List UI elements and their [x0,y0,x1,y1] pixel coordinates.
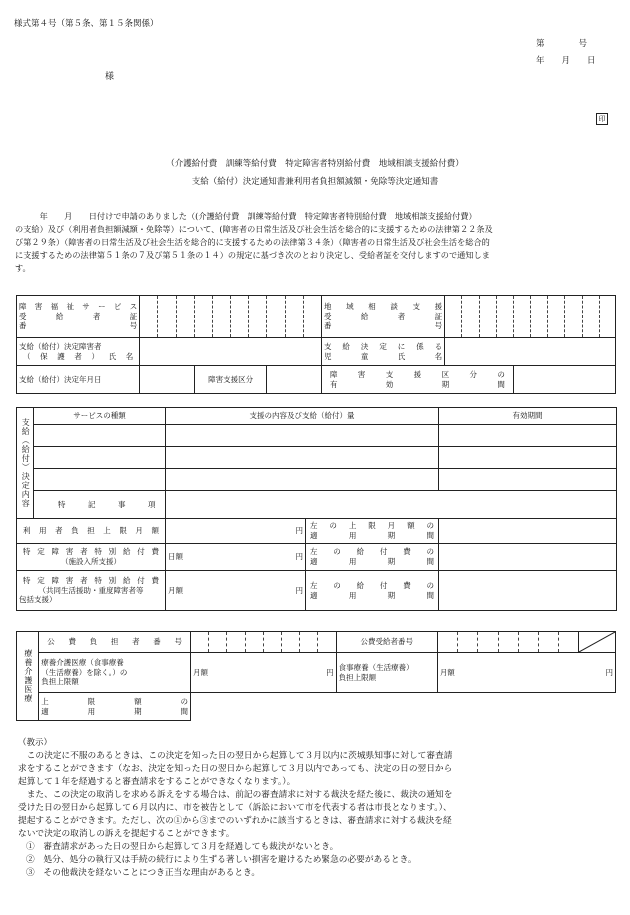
public-recipient-number-label: 公費受給者番号 [336,632,437,653]
label-line: 食事療養（生活療養） [338,662,414,672]
certificate-digit-cell[interactable] [548,296,565,338]
copay-limit-label: 利用者負担上限月額 [17,519,166,544]
decision-content-table [16,407,617,611]
service-type-header: サービスの種類 [34,408,166,425]
notice-section [18,737,618,880]
monthly-label: 月額 [193,667,209,677]
certificate-digit-cell[interactable] [479,296,496,338]
certificate-digit-cell[interactable] [531,296,548,338]
validity-period-cell[interactable] [439,447,617,469]
support-content-cell[interactable] [166,447,439,469]
child-name-label [321,338,444,366]
copay-limit-period-label [306,519,439,544]
notice-line: 提起することができます。ただし、次の①から③までのいずれかに該当するときは、審査請求に対する裁決を経 [18,816,452,826]
recipient-digit-cell[interactable] [498,632,518,653]
certificate-digit-cell[interactable] [176,296,194,338]
benefit-facility-field[interactable] [166,544,306,571]
label-line: 地 域 相 談 支 援 [323,301,443,311]
decision-person-name-label [17,338,140,366]
benefit-group-living-period-label [306,571,439,611]
benefit-group-living-field[interactable] [166,571,306,611]
yen-label: 円 [326,667,334,677]
form-number: 様式第４号（第５条、第１５条関係） [14,19,159,29]
label-line: 障害支援区分の [329,369,505,379]
limit-validity-label [39,693,191,721]
notice-line: また、この決定の取消しを求める訴えをする場合は、前記の審査請求に対する裁決を経た後に、裁決の通知を [18,790,453,800]
decision-date-label: 支給（給付）決定年月日 [17,366,140,394]
recipient-digit-cell[interactable] [538,632,558,653]
benefit-group-living-label [17,571,166,611]
certificate-digit-cell[interactable] [599,296,615,338]
label-line: 適 用 期 間 [310,590,434,600]
medical-care-limit-field[interactable] [191,653,337,693]
notice-item: ② 処分、処分の執行又は手続の続行により生ずる著しい損害を避けるため緊急の必要があるとき。 [26,855,417,865]
payer-digit-cell[interactable] [191,632,209,653]
child-name-field[interactable] [445,338,616,366]
label-line: 負担上限額 [41,677,79,687]
certificate-digit-cell[interactable] [303,296,321,338]
label-line: 児 童 氏 名 [323,351,443,361]
benefit-facility-period-field[interactable] [439,544,617,571]
label-line: 支給決定に係る [323,341,443,351]
certificate-digit-cell[interactable] [496,296,513,338]
recipient-digit-cell[interactable] [458,632,478,653]
certificate-digit-cell[interactable] [462,296,479,338]
label-line: 特定障害者特別給付費 [23,547,159,557]
payer-digit-cell[interactable] [227,632,245,653]
label-line: （生活療養）を除く。）の [41,667,128,677]
support-content-header: 支援の内容及び支給（給付）量 [166,408,439,425]
support-category-field[interactable] [267,366,322,394]
certificate-digit-cell[interactable] [565,296,582,338]
meal-care-limit-label [336,653,437,693]
special-notes-field[interactable] [166,491,617,519]
validity-period-cell[interactable] [439,469,617,491]
decision-date-field[interactable] [140,366,195,394]
certificate-digit-cell[interactable] [249,296,267,338]
intro-line: の支給）及び（利用者負担額減額・免除等）について、(障害者の日常生活及び社会生活を総合的に支援するための法律第２２条及 [15,224,493,234]
public-payer-number-label: 公費負担者番号 [39,632,191,653]
medical-care-limit-label [39,653,191,693]
title-line-2: 支給（給付）決定通知書兼利用者負担額減額・免除等決定通知書 [191,177,439,187]
notice-line: ないで決定の取消しの訴えを提起することができます。 [18,829,235,839]
notice-item: ① 審査請求があった日の翌日から起算して３月を経過しても裁決がないとき。 [26,842,339,852]
benefit-facility-label [17,544,166,571]
certificate-digit-cell[interactable] [158,296,176,338]
payer-digit-cell[interactable] [282,632,300,653]
label-line: 番 号 [19,321,138,331]
label-line: 左の上限月額の [310,521,434,531]
recipient-check-cell[interactable] [579,632,616,653]
certificate-digit-cell[interactable] [212,296,230,338]
label-line: （施設入所支援） [61,557,121,566]
payer-digit-cell[interactable] [245,632,263,653]
category-validity-field[interactable] [513,366,615,394]
recipient-digit-cell[interactable] [478,632,498,653]
label-line: 左の給付費の [310,547,434,557]
medical-care-table [16,631,616,721]
service-type-cell[interactable] [34,447,166,469]
limit-validity-field[interactable] [191,693,616,721]
recipient-digit-cell[interactable] [437,632,457,653]
yen-label: 円 [295,585,303,595]
daily-label: 日額 [168,552,183,562]
label-line: 受 給 者 証 [19,311,138,321]
label-line: 適 用 期 間 [310,557,434,566]
notice-item: ③ その他裁決を経ないことにつき正当な理由があるとき。 [26,868,261,878]
decision-content-side-label: 支給（給付）決定内容 [17,408,34,519]
label-line: 負担上限額 [338,672,377,682]
label-line: 左の給付費の [310,580,434,590]
intro-line: に支援するための法律第５１条の７及び第５１条の１４）の規定に基づき次のとおり決定し、受給者証を交付しますので通知しま [15,250,490,260]
certificate-digit-cell[interactable] [231,296,249,338]
validity-period-cell[interactable] [439,425,617,447]
monthly-label: 月額 [439,667,455,677]
intro-line: び第２９条）（障害者の日常生活及び社会生活を総合的に支援するための法律第３４条）（障害者の日常生活及び社会生活を総合的 [15,237,490,247]
notice-line: この決定に不服のあるときは、この決定を知った日の翌日から起算して３月以内に茨城県知事に対して審査請 [18,751,453,761]
certificate-digit-cell[interactable] [285,296,303,338]
label-line: 療養介護医療（食事療養 [41,657,124,667]
label-line: 包括支援） [19,595,57,605]
label-line: 適 用 期 間 [41,706,189,716]
label-line: 支給（給付）決定障害者 [19,341,102,351]
intro-line: す。 [15,263,31,273]
yen-label: 円 [295,552,303,562]
payer-digit-cell[interactable] [263,632,281,653]
support-content-cell[interactable] [166,469,439,491]
certificate-digit-cell[interactable] [194,296,212,338]
category-validity-label [321,366,513,394]
notice-heading: （教示） [18,738,53,748]
copay-limit-period-field[interactable] [439,519,617,544]
label-line: 番 号 [323,321,443,331]
meal-care-limit-field[interactable] [437,653,615,693]
document-number-label: 第 号 [536,39,588,49]
benefit-facility-period-label [306,544,439,571]
addressee-suffix: 様 [105,72,115,82]
notice-line: 求をすることができます（なお、決定を知った日の翌日から起算して３月以内であっても、決定の日の翌日から [18,764,453,774]
decision-person-name-field[interactable] [140,338,322,366]
seal-mark: 印 [596,113,608,125]
label-line: 上 限 額 の [41,696,189,706]
document-date-label: 年 月 日 [536,56,596,66]
label-line: 有 効 期 間 [329,379,505,389]
intro-paragraph [15,210,615,275]
benefit-group-living-period-field[interactable] [439,571,617,611]
service-type-cell[interactable] [34,469,166,491]
recipient-digit-cell[interactable] [518,632,538,653]
payer-digit-cell[interactable] [318,632,336,653]
monthly-label: 月額 [168,585,183,595]
payer-digit-cell[interactable] [300,632,318,653]
notice-line: 受けた日の翌日から起算して６月以内に、市を被告として（訴訟において市を代表する者は市長となります。）、 [18,803,452,813]
special-notes-label: 特 記 事 項 [34,491,166,519]
support-content-cell[interactable] [166,425,439,447]
recipient-digit-cell[interactable] [559,632,579,653]
validity-period-header: 有効期間 [439,408,617,425]
diagonal-slash-icon [579,632,615,652]
label-line: （保護者）氏名 [23,351,134,361]
label-line: 適 用 期 間 [310,531,434,540]
support-category-label: 障害支援区分 [194,366,267,394]
label-line: 特定障害者特別給付費 [23,575,159,585]
certificate-digit-cell[interactable] [267,296,285,338]
certificate-digit-cell[interactable] [445,296,462,338]
yen-label: 円 [605,667,613,677]
recipient-info-table [16,295,616,394]
label-line: 受 給 者 証 [323,311,443,321]
certificate-digit-cell[interactable] [582,296,599,338]
payer-digit-cell[interactable] [209,632,227,653]
label-line: 障害福祉サービス [19,301,138,311]
intro-line: 年 月 日付けで申請のありました（(介護給付費 訓練等給付費 特定障害者特別給付費 地域相談支援給付費） [15,211,477,221]
title-line-1: （介護給付費 訓練等給付費 特定障害者特別給付費 地域相談支援給付費） [166,159,464,169]
certificate-digit-cell[interactable] [140,296,158,338]
regional-consultation-certificate-number-label [321,296,444,338]
notice-line: 起算して１年を経過すると審査請求をすることができなくなります。）。 [18,777,296,787]
service-certificate-number-label [17,296,140,338]
label-line: （共同生活援助・重度障害者等 [38,585,144,595]
service-type-cell[interactable] [34,425,166,447]
certificate-digit-cell[interactable] [513,296,530,338]
copay-limit-field[interactable]: 円 [166,519,306,544]
medical-care-side-label: 療養介護医療 [17,632,39,721]
